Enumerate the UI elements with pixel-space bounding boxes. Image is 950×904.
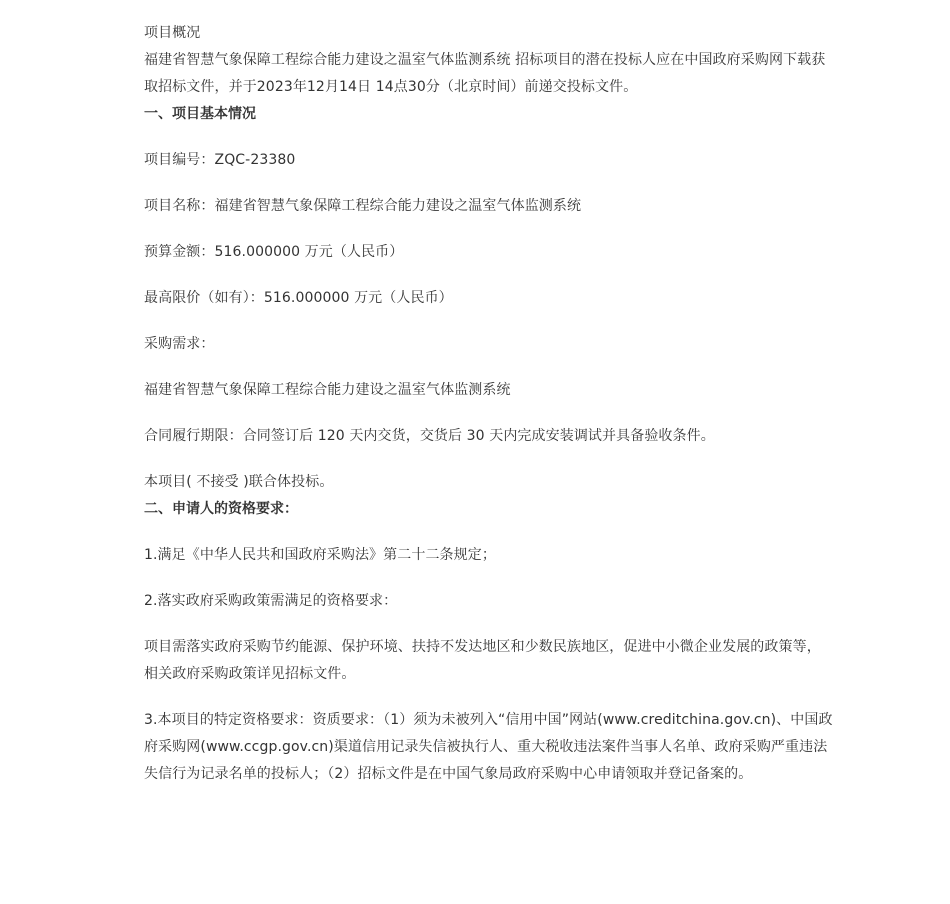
max-price: 最高限价（如有）：516.000000 万元（人民币）: [144, 290, 453, 306]
qualification-item-3: 3.本项目的特定资格要求：资质要求：（1）须为未被列入“信用中国”网站(www.creditchina.gov.cn)、中国政府采购网(www.ccgp.gov.cn)渠道信用记录失信被执行人、重大税收违法案件当事人名单、政府采购严重违法失信行为记录名单的投标人；（2）招标文件是在中国气象局政府采购中心申请领取并登记备案的。: [144, 712, 833, 782]
section2-heading: 二、申请人的资格要求：: [144, 501, 298, 517]
project-number: 项目编号：ZQC-23380: [144, 152, 296, 168]
document-body: [144, 20, 834, 788]
requirement-label: 采购需求：: [144, 336, 215, 352]
qualification-item-1: 1.满足《中华人民共和国政府采购法》第二十二条规定；: [144, 547, 496, 563]
consortium-note: 本项目( 不接受 )联合体投标。: [144, 474, 334, 490]
section1-heading: 一、项目基本情况: [144, 106, 256, 122]
contract-period: 合同履行期限：合同签订后 120 天内交货，交货后 30 天内完成安装调试并具备验收条件。: [144, 428, 715, 444]
requirement-text: 福建省智慧气象保障工程综合能力建设之温室气体监测系统: [144, 382, 511, 398]
project-name: 项目名称：福建省智慧气象保障工程综合能力建设之温室气体监测系统: [144, 198, 582, 214]
qualification-item-2: 2.落实政府采购政策需满足的资格要求：: [144, 593, 398, 609]
overview-text: 福建省智慧气象保障工程综合能力建设之温室气体监测系统 招标项目的潜在投标人应在中国政府采购网下载获取招标文件，并于2023年12月14日 14点30分（北京时间）前递交投标文件。: [144, 52, 826, 95]
overview-title: 项目概况: [144, 25, 201, 41]
qualification-item-2-text: 项目需落实政府采购节约能源、保护环境、扶持不发达地区和少数民族地区，促进中小微企业发展的政策等，相关政府采购政策详见招标文件。: [144, 639, 821, 682]
budget-amount: 预算金额：516.000000 万元（人民币）: [144, 244, 404, 260]
